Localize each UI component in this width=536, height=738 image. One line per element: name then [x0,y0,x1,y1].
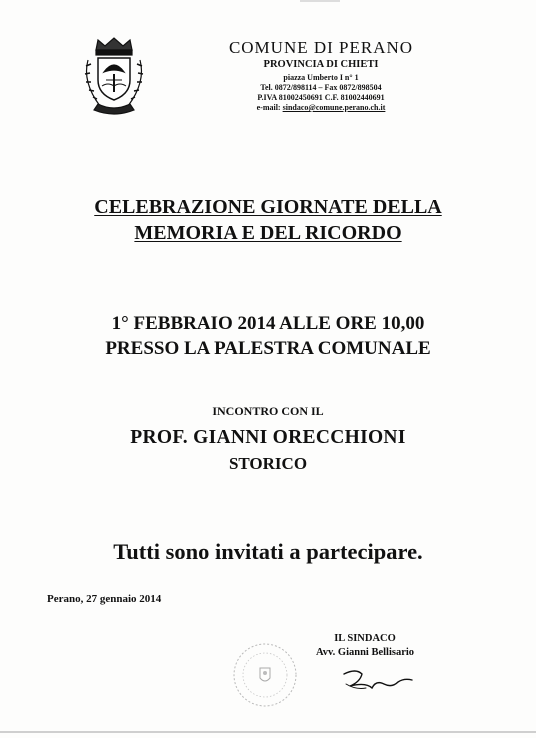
address: piazza Umberto I n° 1 [283,73,359,82]
signatory-block [300,632,430,660]
speaker-name: PROF. GIANNI ORECCHIONI [130,427,406,448]
invitation-text: Tutti sono invitati a partecipare. [113,539,423,564]
event-venue: PRESSO LA PALESTRA COMUNALE [105,338,431,359]
signatory-name: Avv. Gianni Bellisario [315,647,415,658]
municipality-name: COMUNE DI PERANO [228,38,414,57]
scan-mark [300,0,340,2]
event-title-line-2: MEMORIA E DEL RICORDO [134,222,402,244]
email-link[interactable]: sindaco@comune.perano.ch.it [282,103,386,112]
event-datetime: 1° FEBBRAIO 2014 ALLE ORE 10,00 [111,313,425,334]
letterhead [196,38,446,113]
municipal-crest-icon [76,36,152,116]
email-line [196,103,446,113]
phone-fax: Tel. 0872/898114 – Fax 0872/898504 [260,83,382,92]
event-title-line-1: CELEBRAZIONE GIORNATE DELLA [94,196,442,218]
event-title [0,194,536,246]
handwritten-signature-icon [336,666,416,696]
speaker-role: STORICO [228,454,308,473]
scan-edge [0,731,536,733]
place-and-date: Perano, 27 gennaio 2014 [47,593,162,605]
official-stamp-icon [230,640,300,710]
event-date-venue [0,311,536,361]
signatory-title: IL SINDACO [334,633,396,644]
province-name: PROVINCIA DI CHIETI [263,59,379,70]
email-label: e-mail: [256,103,283,112]
meeting-intro: INCONTRO CON IL [212,404,324,418]
tax-codes: P.IVA 81002450691 C.F. 81002440691 [257,93,385,102]
